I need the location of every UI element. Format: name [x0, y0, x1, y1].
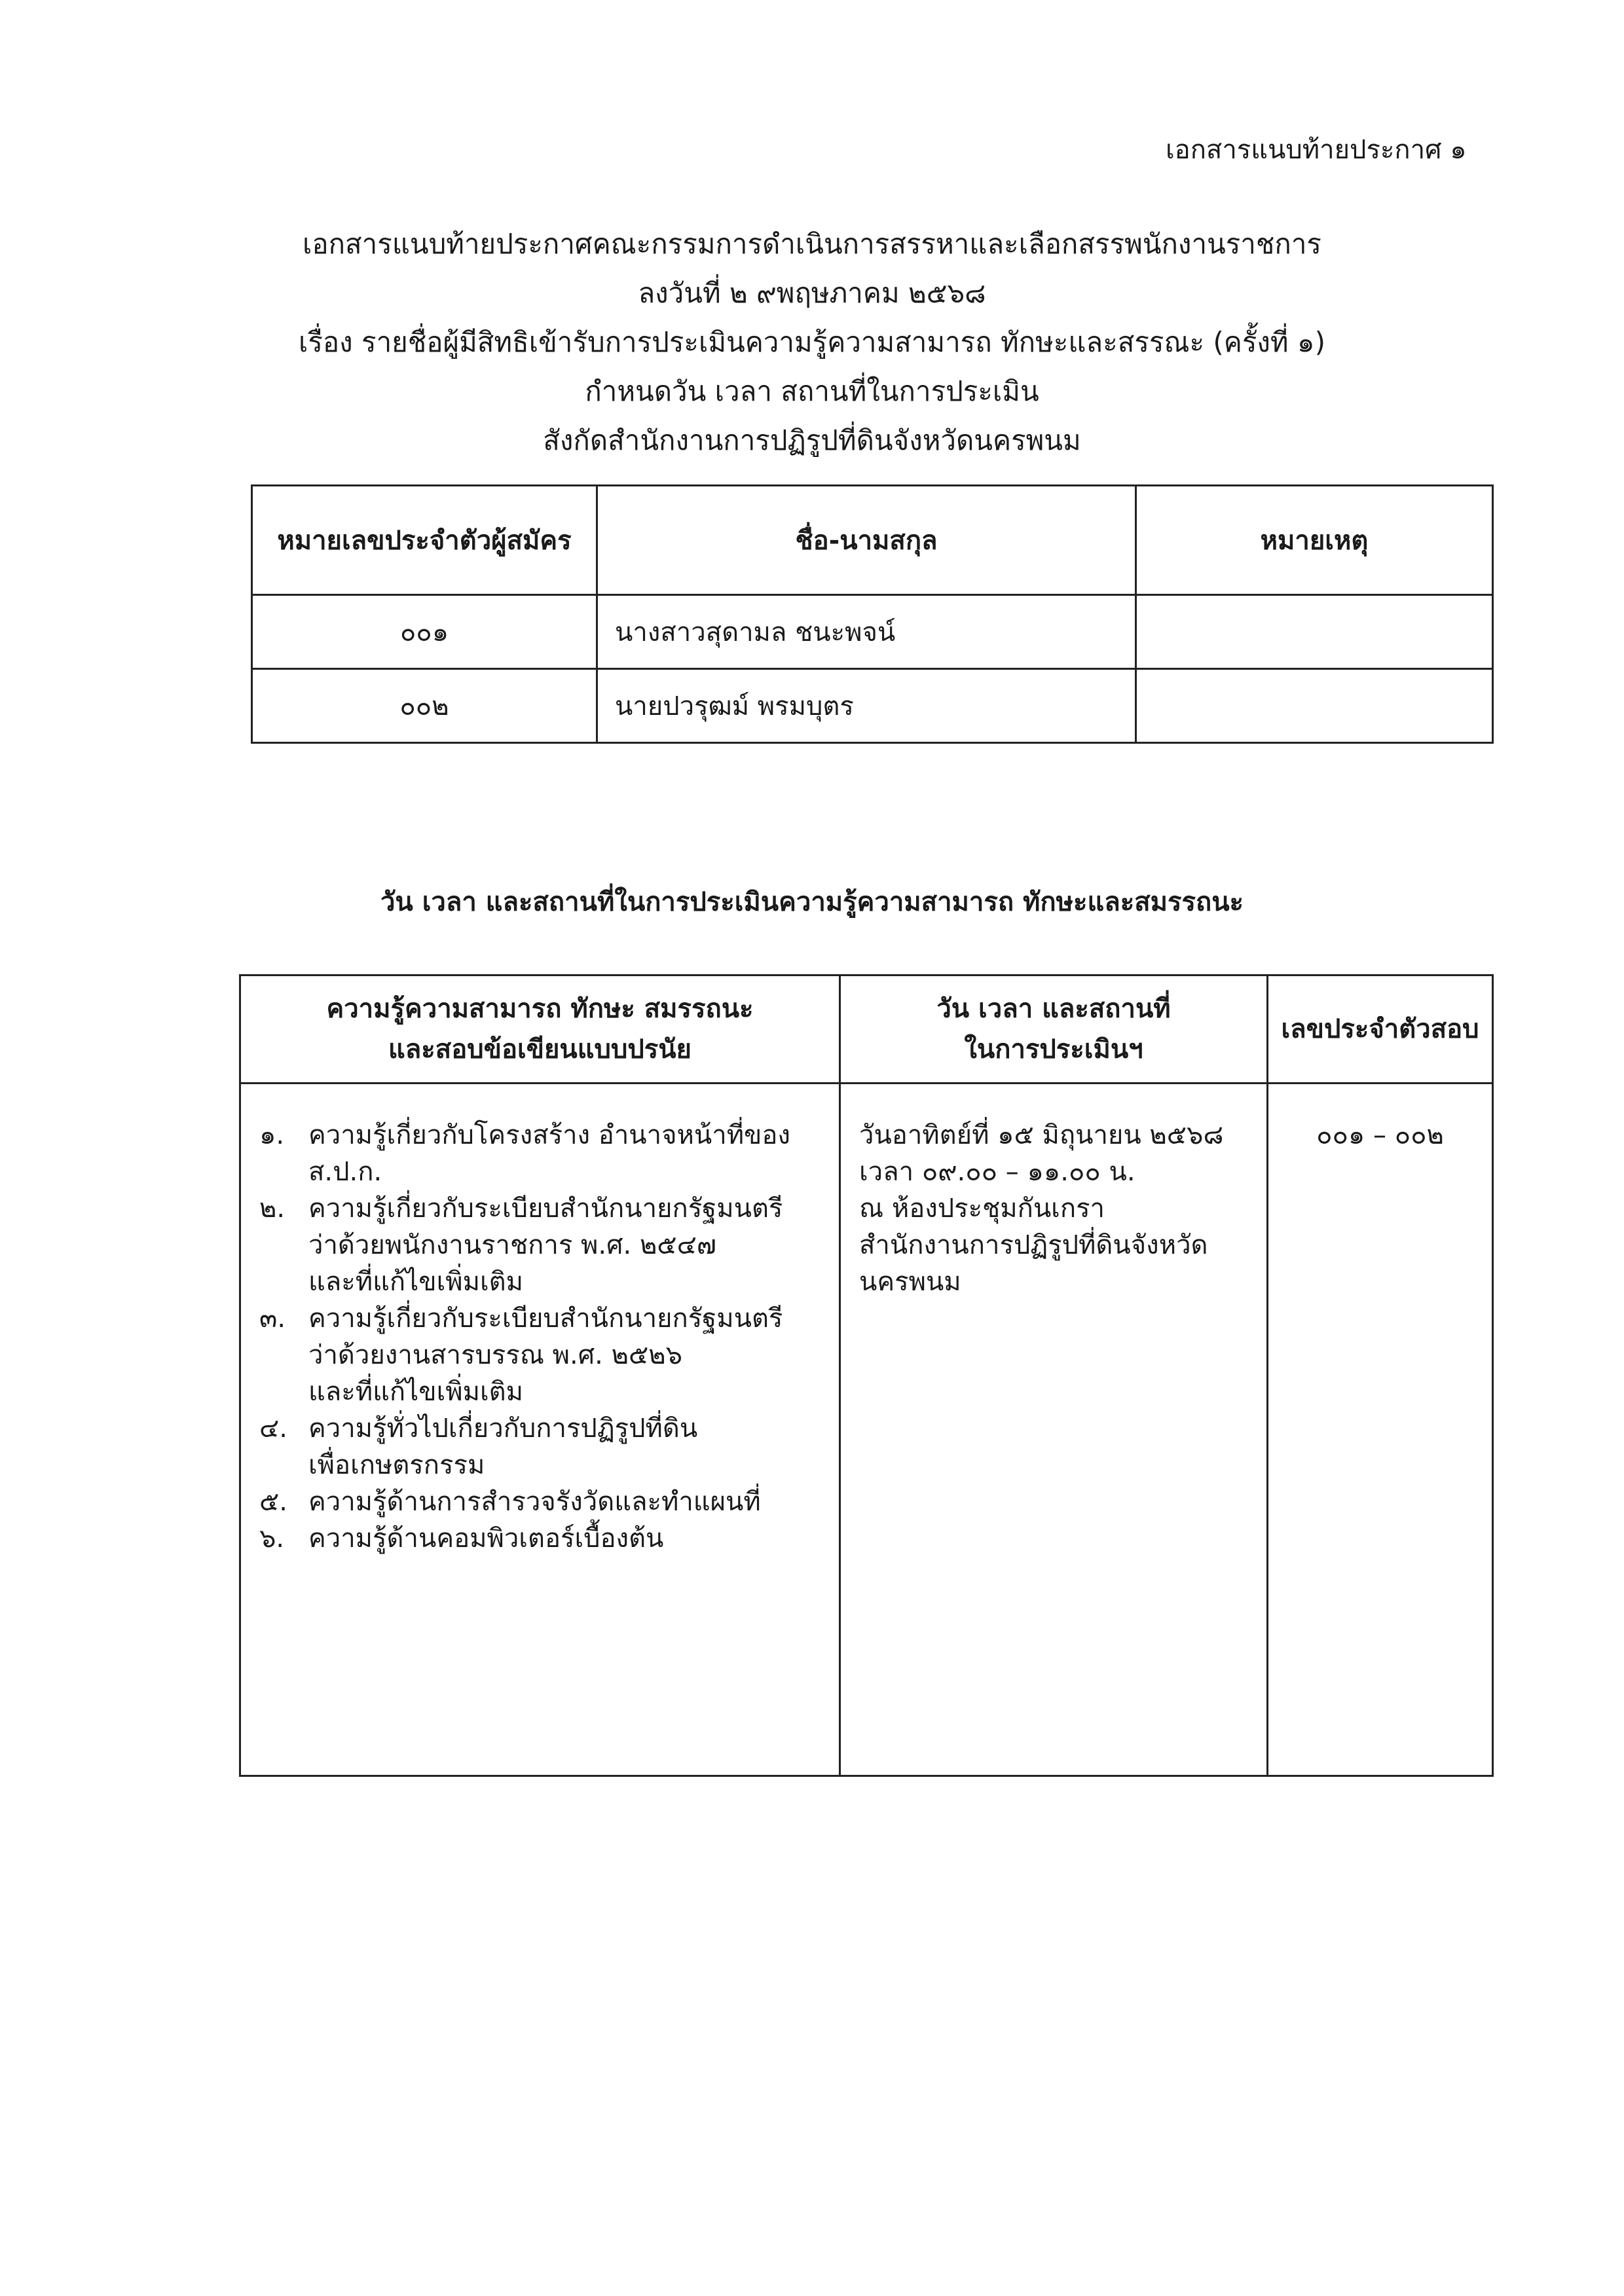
- schedule-province: นครพนม: [859, 1267, 961, 1297]
- topic-line: ความรู้ด้านคอมพิวเตอร์เบื้องต้น: [308, 1523, 664, 1554]
- applicant-name-cell: นายปวรุฒม์ พรมบุตร: [597, 669, 1136, 743]
- applicant-name-cell: นางสาวสุดามล ชนะพจน์: [597, 595, 1136, 669]
- applicant-note-cell: [1136, 595, 1493, 669]
- document-schedule-line: กำหนดวัน เวลา สถานที่ในการประเมิน: [585, 375, 1039, 407]
- schedule-table: [239, 974, 1494, 1777]
- schedule-header-line-1: วัน เวลา และสถานที่: [936, 994, 1171, 1024]
- column-header-remarks: หมายเหตุ: [1136, 486, 1493, 595]
- applicant-id-cell: ๐๐๒: [252, 669, 597, 743]
- topic-line: ส.ป.ก.: [308, 1157, 382, 1187]
- schedule-date: วันอาทิตย์ที่ ๑๕ มิถุนายน ๒๕๖๘: [859, 1120, 1224, 1150]
- column-header-exam-id: เลขประจำตัวสอบ: [1268, 975, 1493, 1084]
- topic-text: [308, 1410, 839, 1484]
- list-item: [241, 1520, 839, 1557]
- topic-line: ความรู้เกี่ยวกับระเบียบสำนักนายกรัฐมนตรี: [308, 1303, 783, 1334]
- document-office-line: สังกัดสำนักงานการปฏิรูปที่ดินจังหวัดนครพนม: [543, 424, 1081, 456]
- column-header-applicant-id: หมายเลขประจำตัวผู้สมัคร: [252, 486, 597, 595]
- exam-id-cell: [1268, 1084, 1493, 1776]
- table-row: [252, 595, 1493, 669]
- table-header-row: [252, 486, 1493, 595]
- topic-line: และที่แก้ไขเพิ่มเติม: [308, 1267, 524, 1297]
- schedule-cell: [840, 1084, 1268, 1776]
- topic-number: ๑.: [259, 1120, 285, 1150]
- applicant-id-cell: ๐๐๑: [252, 595, 597, 669]
- applicant-note-cell: [1136, 669, 1493, 743]
- list-item: [241, 1484, 839, 1520]
- document-subject-line: เรื่อง รายชื่อผู้มีสิทธิเข้ารับการประเมินความรู้ความสามารถ ทักษะและสรรณะ (ครั้งที่ ๑): [299, 326, 1325, 358]
- topic-line: และที่แก้ไขเพิ่มเติม: [308, 1377, 524, 1407]
- topic-line: ความรู้เกี่ยวกับโครงสร้าง อำนาจหน้าที่ของ: [308, 1120, 790, 1150]
- topic-line: ความรู้ด้านการสำรวจรังวัดและทำแผนที่: [308, 1487, 761, 1517]
- document-title-line-1: เอกสารแนบท้ายประกาศคณะกรรมการดำเนินการสรรหาและเลือกสรรพนักงานราชการ: [303, 228, 1321, 260]
- topic-number: ๖.: [259, 1523, 285, 1554]
- topic-line: ว่าด้วยพนักงานราชการ พ.ศ. ๒๕๔๗: [308, 1230, 716, 1260]
- topic-line: ว่าด้วยงานสารบรรณ พ.ศ. ๒๕๒๖: [308, 1340, 682, 1370]
- topic-line: เพื่อเกษตรกรรม: [308, 1450, 485, 1480]
- topic-text: [308, 1300, 839, 1410]
- table-row: [252, 669, 1493, 743]
- topic-text: [308, 1520, 839, 1557]
- topic-number: ๒.: [259, 1194, 286, 1224]
- table-header-row: [240, 975, 1493, 1084]
- topic-number: ๔.: [259, 1413, 287, 1444]
- list-item: [241, 1117, 839, 1190]
- list-item: [241, 1300, 839, 1410]
- column-header-full-name: ชื่อ-นามสกุล: [597, 486, 1136, 595]
- table-row: [240, 1084, 1493, 1776]
- column-header-topics: [240, 975, 840, 1084]
- applicants-table: [251, 484, 1494, 744]
- schedule-office: สำนักงานการปฏิรูปที่ดินจังหวัด: [859, 1230, 1208, 1260]
- column-header-schedule: [840, 975, 1268, 1084]
- schedule-header-line-2: ในการประเมินฯ: [964, 1034, 1143, 1065]
- topic-number: ๓.: [259, 1303, 286, 1334]
- topic-text: [308, 1484, 839, 1520]
- topic-number: ๕.: [259, 1487, 287, 1517]
- schedule-room: ณ ห้องประชุมกันเกรา: [859, 1194, 1105, 1224]
- list-item: [241, 1190, 839, 1300]
- topic-line: ความรู้เกี่ยวกับระเบียบสำนักนายกรัฐมนตรี: [308, 1194, 783, 1224]
- schedule-section-title: วัน เวลา และสถานที่ในการประเมินความรู้ความสามารถ ทักษะและสมรรถนะ: [380, 887, 1244, 917]
- topics-cell: [240, 1084, 840, 1776]
- topic-text: [308, 1117, 839, 1190]
- attachment-label: เอกสารแนบท้ายประกาศ ๑: [1166, 135, 1467, 165]
- topics-header-line-2: และสอบข้อเขียนแบบปรนัย: [388, 1034, 692, 1065]
- topic-text: [308, 1190, 839, 1300]
- list-item: [241, 1410, 839, 1484]
- topics-header-line-1: ความรู้ความสามารถ ทักษะ สมรรถนะ: [326, 994, 754, 1024]
- document-date-line: ลงวันที่ ๒ ๙พฤษภาคม ๒๕๖๘: [638, 277, 986, 309]
- exam-id-range: ๐๐๑ – ๐๐๒: [1316, 1120, 1444, 1150]
- schedule-time: เวลา ๐๙.๐๐ – ๑๑.๐๐ น.: [859, 1157, 1135, 1187]
- topic-line: ความรู้ทั่วไปเกี่ยวกับการปฏิรูปที่ดิน: [308, 1413, 698, 1444]
